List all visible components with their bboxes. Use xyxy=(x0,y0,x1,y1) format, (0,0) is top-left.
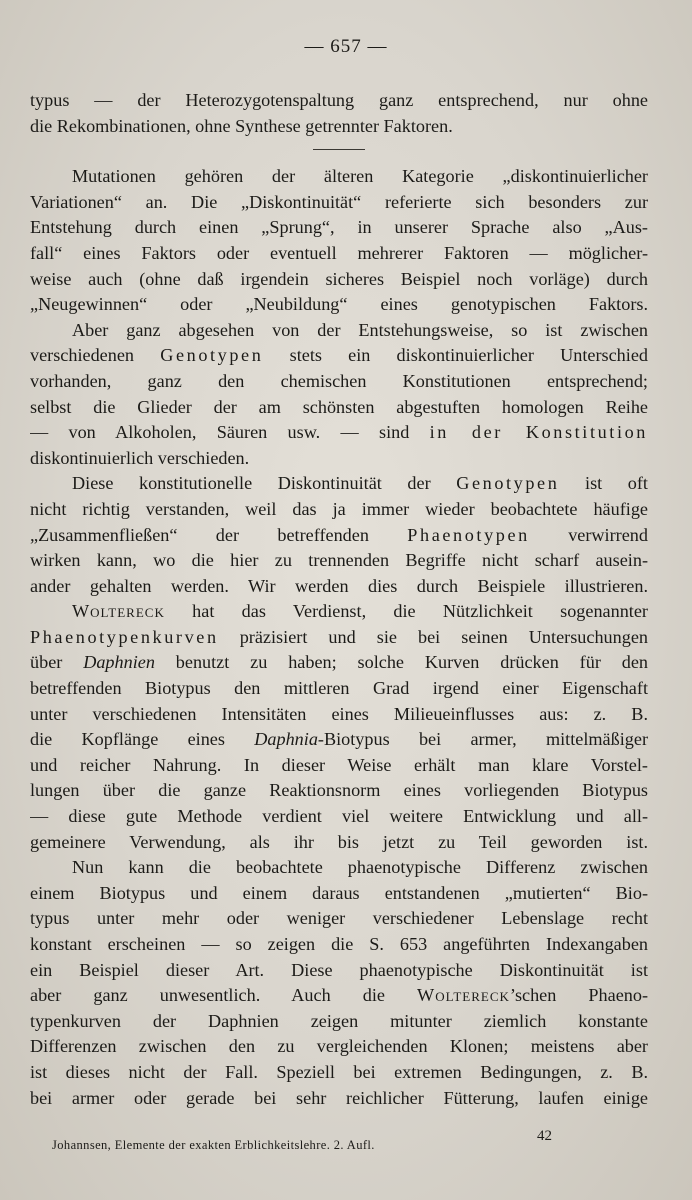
text-line: typus — der Heterozygotenspaltung ganz entsprechend, nur ohne xyxy=(30,90,648,110)
text-line: gemeinere Verwendung, als ihr bis jetzt zu Teil geworden ist. xyxy=(30,831,648,852)
emphasis-spaced: Phaenotypenkurven xyxy=(30,626,219,647)
text-run: stets ein diskontinuierlicher Unterschied xyxy=(263,345,648,366)
text-run: über xyxy=(30,652,84,673)
text-line: bei armer oder gerade bei sehr reichlicher Fütterung, laufen einige xyxy=(30,1087,648,1108)
text-line: betreffenden Biotypus den mittleren Grad irgend einer Eigenschaft xyxy=(30,678,648,699)
text-run: — von Alkoholen, Säuren usw. — sind xyxy=(30,422,430,443)
text-run: verschiedenen xyxy=(30,345,161,366)
text-line: lungen über die ganze Reaktionsnorm eines vorliegenden Biotypus xyxy=(30,780,648,801)
author-name: Woltereck xyxy=(417,985,510,1006)
text-line xyxy=(30,420,648,446)
text-line: Entstehung durch einen „Sprung“, in unserer Sprache also „Aus- xyxy=(30,217,648,238)
emphasis-spaced: Genotypen xyxy=(456,473,560,494)
text-line: — diese gute Methode verdient viel weitere Entwicklung und all- xyxy=(30,806,648,827)
signature-mark: 42 xyxy=(537,1128,552,1144)
emphasis-spaced: Genotypen xyxy=(160,345,264,366)
text-run: Diese konstitutionelle Diskontinuität der xyxy=(72,473,457,494)
text-line: Mutationen gehören der älteren Kategorie „diskontinuierlicher xyxy=(72,166,648,187)
text-run: die Kopflänge eines xyxy=(30,729,255,750)
text-run: benutzt zu haben; solche Kurven drücken für den xyxy=(154,652,648,673)
text-run: „Zusammenfließen“ der betreffenden xyxy=(30,524,408,545)
text-line: „Neugewinnen“ oder „Neubildung“ eines genotypischen Faktors. xyxy=(30,294,648,315)
text-line: typenkurven der Daphnien zeigen mitunter ziemlich konstante xyxy=(30,1010,648,1031)
text-run: ’schen Phaeno- xyxy=(509,985,648,1006)
text-line: die Rekombinationen, ohne Synthese getrennter Faktoren. xyxy=(30,115,453,136)
text-line: ander gehalten werden. Wir werden dies durch Beispiele illustrieren. xyxy=(30,575,648,596)
section-divider xyxy=(313,149,365,150)
text-line xyxy=(30,343,648,369)
emphasis-italic: Daphnia xyxy=(254,729,318,750)
text-line: Aber ganz abgesehen von der Entstehungsweise, so ist zwischen xyxy=(72,319,648,340)
text-line: Nun kann die beobachtete phaenotypische Differenz zwischen xyxy=(72,857,648,878)
text-run: aber ganz unwesentlich. Auch die xyxy=(30,985,418,1006)
text-run: ist oft xyxy=(559,473,648,494)
text-line xyxy=(30,523,648,549)
text-line: Differenzen zwischen den zu vergleichenden Klonen; meistens aber xyxy=(30,1036,648,1057)
text-line: unter verschiedenen Intensitäten eines Milieueinflusses aus: z. B. xyxy=(30,703,648,724)
text-line: fall“ eines Faktors oder eventuell mehrerer Faktoren — möglicher- xyxy=(30,242,648,263)
text-run: präzisiert und sie bei seinen Untersuchungen xyxy=(218,626,648,647)
text-line: wirken kann, wo die hier zu trennenden Begriffe nicht scharf ausein- xyxy=(30,550,648,571)
text-line: ist dieses nicht der Fall. Speziell bei extremen Bedingungen, z. B. xyxy=(30,1061,648,1082)
text-line: nicht richtig verstanden, weil das ja immer wieder beobachtete häufige xyxy=(30,498,648,519)
footer-citation: Johannsen, Elemente der exakten Erblichkeitslehre. 2. Aufl. xyxy=(52,1138,375,1152)
text-line xyxy=(30,625,648,651)
text-line: diskontinuierlich verschieden. xyxy=(30,447,250,468)
body-text xyxy=(30,88,648,1111)
emphasis-spaced: in der Konstitution xyxy=(429,422,648,443)
text-line: typus unter mehr oder weniger verschiedener Lebenslage recht xyxy=(30,908,648,929)
text-line: ein Beispiel dieser Art. Diese phaenotypische Diskontinuität ist xyxy=(30,959,648,980)
text-run: -Biotypus bei armer, mittelmäßiger xyxy=(317,729,648,750)
text-run: hat das Verdienst, die Nützlichkeit sogenannter xyxy=(164,601,648,622)
text-line xyxy=(30,471,648,497)
text-line xyxy=(30,983,648,1009)
text-line: Variationen“ an. Die „Diskontinuität“ referierte sich besonders zur xyxy=(30,191,648,212)
text-line xyxy=(30,599,648,625)
page-number: — 657 — xyxy=(304,36,388,57)
text-line xyxy=(30,650,648,676)
text-line: weise auch (ohne daß irgendein sicheres Beispiel noch vorläge) durch xyxy=(30,268,648,289)
text-line xyxy=(30,727,648,753)
emphasis-spaced: Phaenotypen xyxy=(407,524,530,545)
text-line: vorhanden, ganz den chemischen Konstitutionen entsprechend; xyxy=(30,370,648,391)
author-name: Woltereck xyxy=(72,601,165,622)
emphasis-italic: Daphnien xyxy=(83,652,155,673)
text-line: einem Biotypus und einem daraus entstandenen „mutierten“ Bio- xyxy=(30,882,648,903)
text-line: konstant erscheinen — so zeigen die S. 653 angeführten Indexangaben xyxy=(30,934,648,954)
text-line: selbst die Glieder der am schönsten abgestuften homologen Reihe xyxy=(30,396,648,417)
text-run: verwirrend xyxy=(529,524,648,545)
text-line: und reicher Nahrung. In dieser Weise erhält man klare Vorstel- xyxy=(30,754,648,775)
